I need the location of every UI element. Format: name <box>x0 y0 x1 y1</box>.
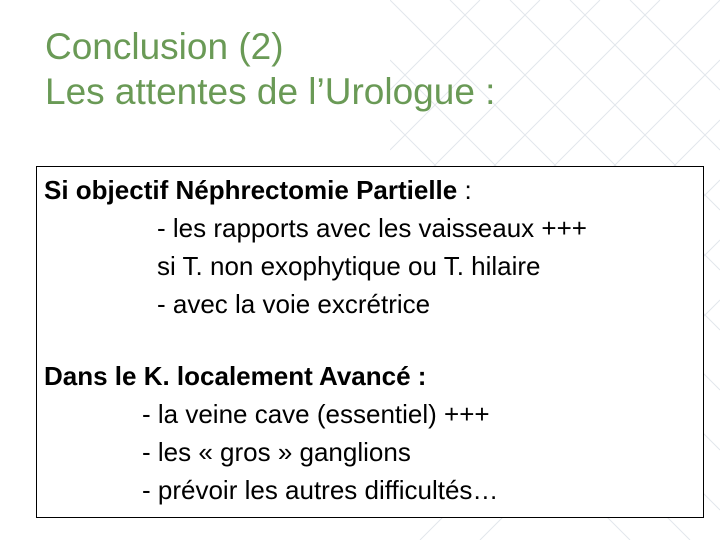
section1-item: - les rapports avec les vaisseaux +++ <box>157 213 587 243</box>
title-line-2: Les attentes de l’Urologue : <box>45 71 496 112</box>
content-box <box>36 166 704 518</box>
section2-item: - les « gros » ganglions <box>142 437 411 467</box>
section2-heading-bold: Dans le K. localement Avancé : <box>44 361 427 391</box>
title-line-1: Conclusion (2) <box>45 26 284 67</box>
section2-heading <box>44 357 426 395</box>
section2-item: - la veine cave (essentiel) +++ <box>142 399 490 429</box>
section2-item: - prévoir les autres difficultés… <box>142 475 499 505</box>
section1-heading-suffix: : <box>457 175 472 205</box>
section1-heading-bold: Si objectif Néphrectomie Partielle <box>44 175 458 205</box>
slide-title <box>45 24 495 114</box>
section1-item: - avec la voie excrétrice <box>157 289 431 319</box>
section1-item: si T. non exophytique ou T. hilaire <box>157 251 541 281</box>
section1-heading <box>44 171 472 209</box>
